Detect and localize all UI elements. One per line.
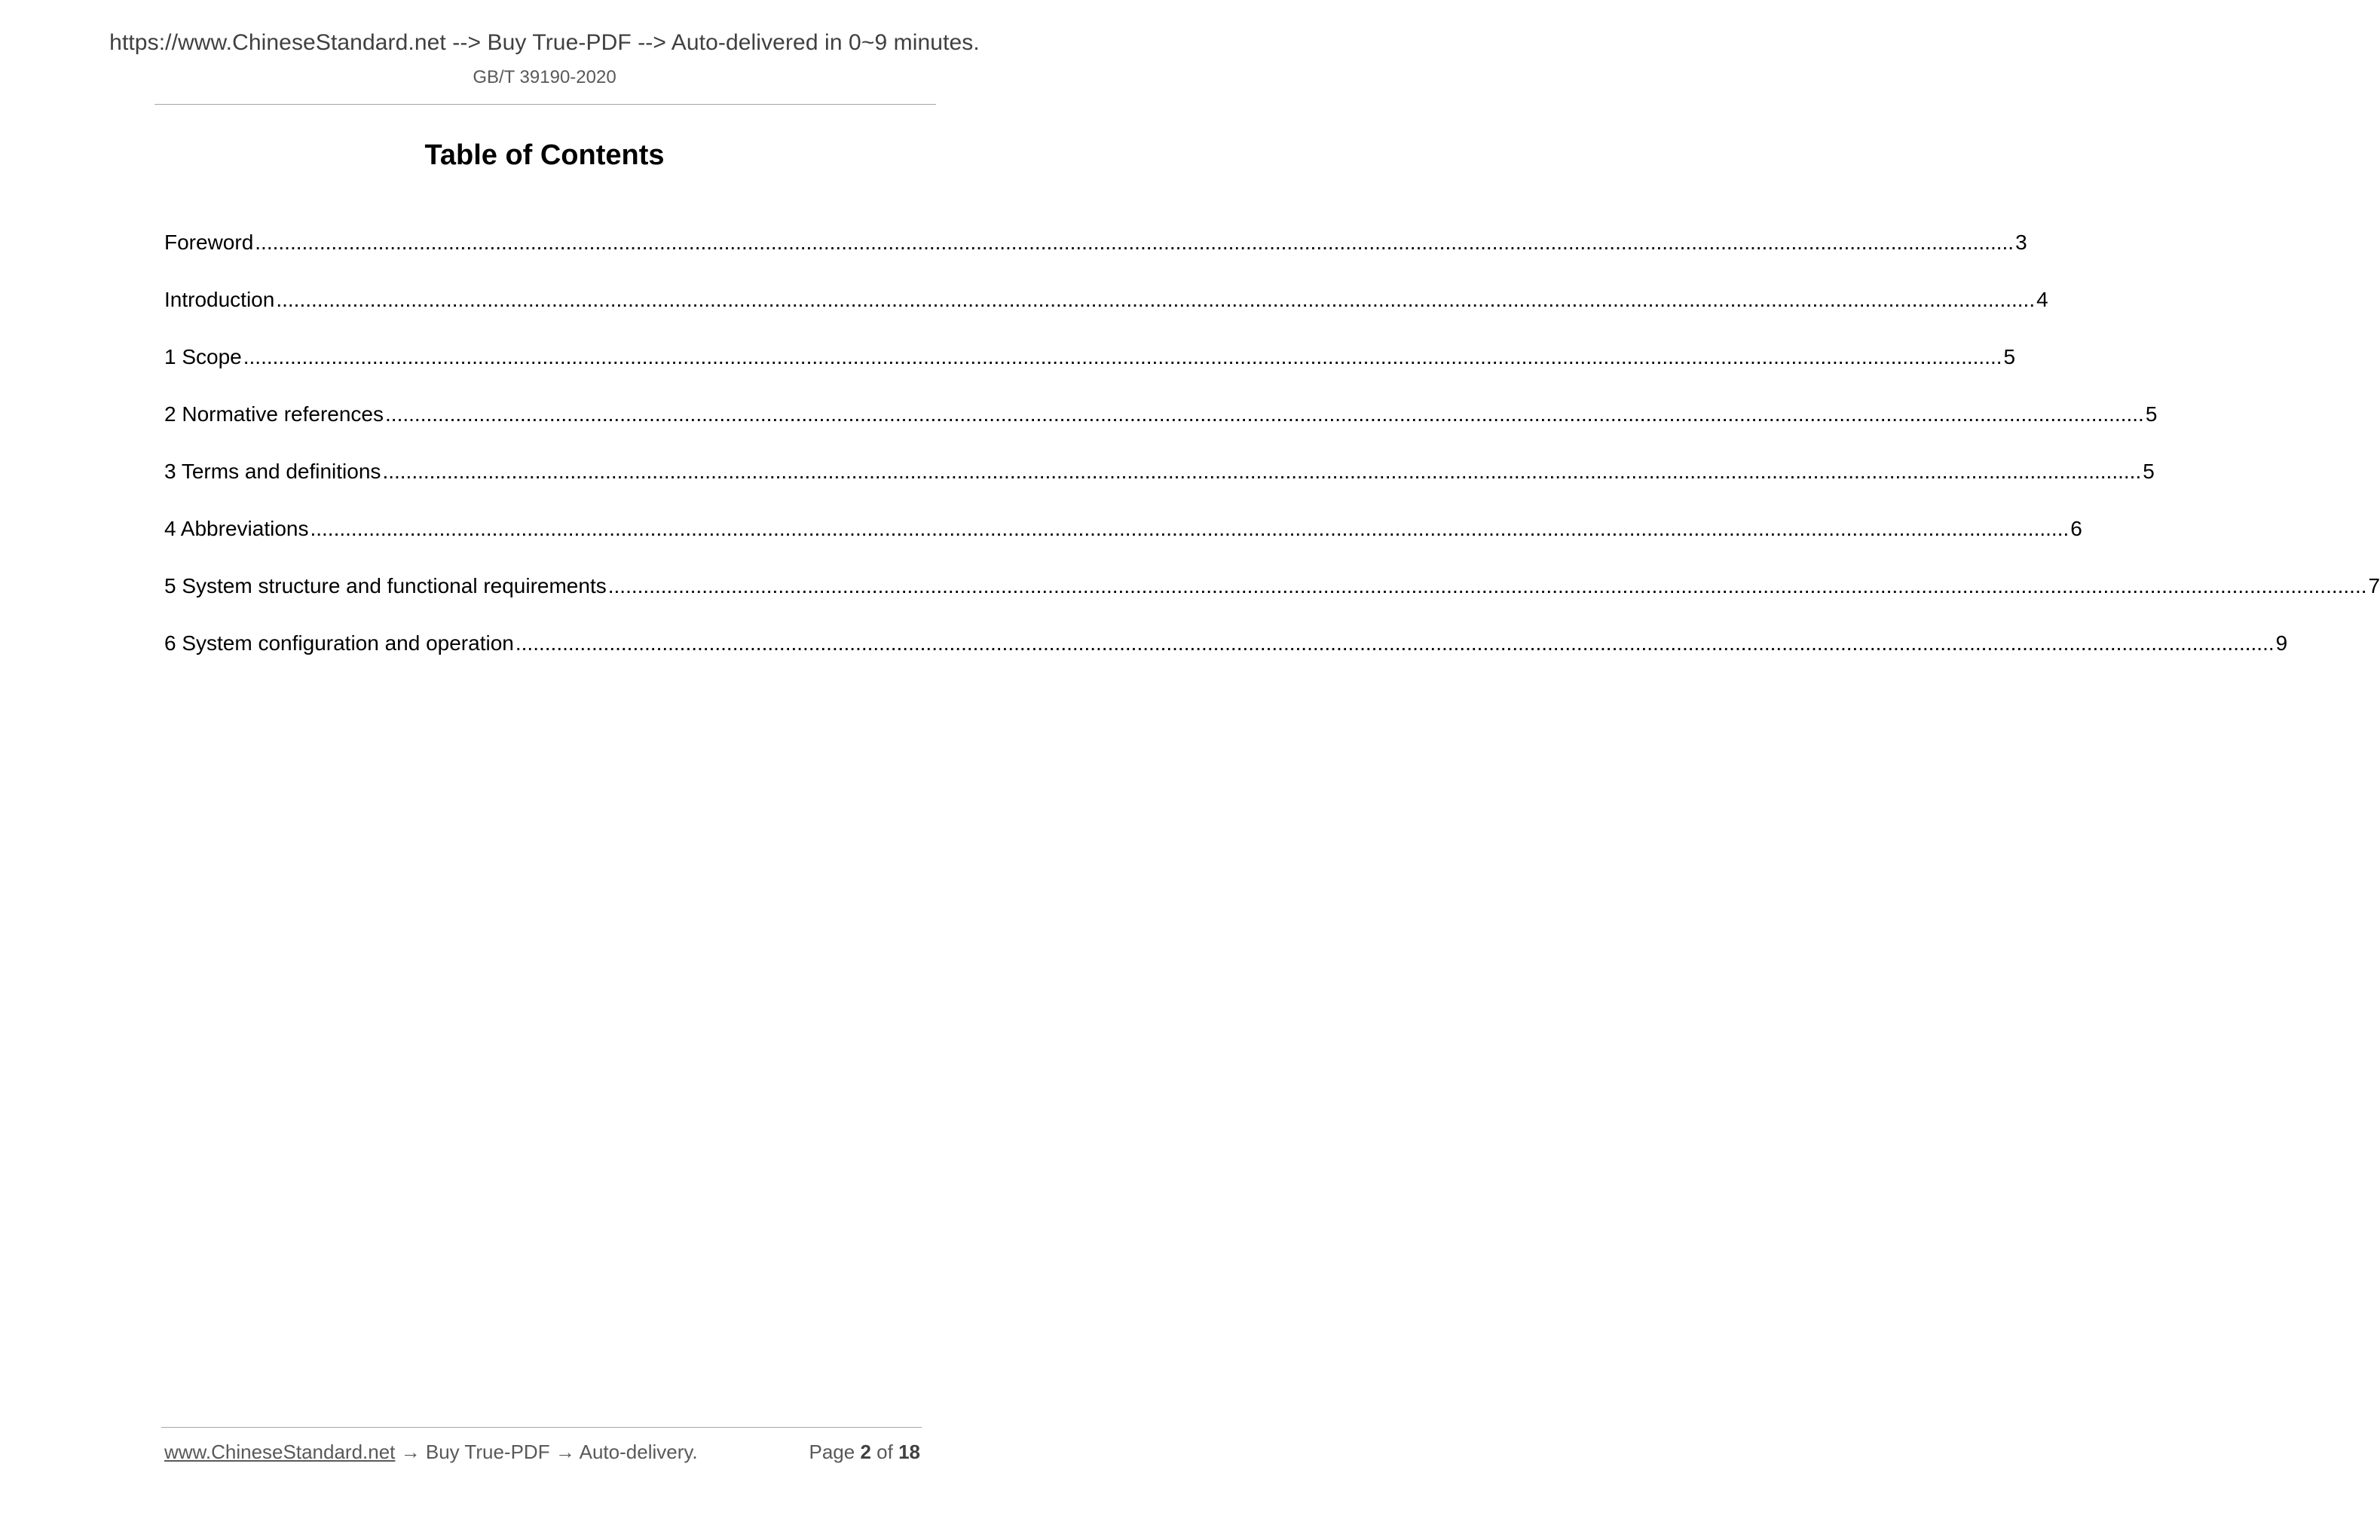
toc-entry-page: 3 [2015, 231, 2027, 254]
footer-divider [161, 1427, 922, 1428]
of-word: of [876, 1441, 893, 1463]
dot-leader: ............................................................................................................................................................................................................................................................................................................ [243, 345, 2002, 368]
toc-entry-label: Foreword [164, 231, 254, 254]
dot-leader: ............................................................................................................................................................................................................................................................................................................ [255, 231, 2014, 254]
toc-entry-page: 5 [2145, 402, 2158, 426]
dot-leader: ............................................................................................................................................................................................................................................................................................................ [515, 631, 2274, 655]
standard-code: GB/T 39190-2020 [473, 67, 616, 87]
page-number [809, 1441, 920, 1464]
toc-entry-label: 4 Abbreviations [164, 517, 309, 540]
current-page: 2 [860, 1441, 871, 1463]
toc-entry-page: 9 [2275, 631, 2288, 655]
toc-entry-label: 5 System structure and functional requirements [164, 574, 607, 597]
toc-entry-scope[interactable] [164, 342, 2016, 399]
toc-entry-system-configuration[interactable] [164, 628, 2288, 686]
header-url-line: https://www.ChineseStandard.net --> Buy True-PDF --> Auto-delivered in 0~9 minutes. [109, 30, 980, 55]
footer-promo [164, 1441, 698, 1464]
toc-entry-normative-references[interactable] [164, 399, 2158, 457]
toc-entry-page: 6 [2070, 517, 2082, 540]
header-divider [154, 104, 936, 105]
toc-entry-label: 6 System configuration and operation [164, 631, 514, 655]
site-link[interactable]: www.ChineseStandard.net [164, 1441, 396, 1463]
toc-entry-page: 4 [2036, 288, 2048, 311]
buy-true-pdf-text: Buy True-PDF [425, 1441, 550, 1463]
auto-delivery-text: Auto-delivery. [579, 1441, 698, 1463]
toc-list [164, 228, 2380, 686]
dot-leader: ............................................................................................................................................................................................................................................................................................................ [385, 402, 2144, 426]
toc-entry-label: Introduction [164, 288, 275, 311]
arrow-right-icon: → [400, 1441, 421, 1463]
toc-entry-page: 7 [2368, 574, 2380, 597]
toc-entry-page: 5 [2003, 345, 2016, 368]
toc-title: Table of Contents [424, 139, 665, 171]
dot-leader: ............................................................................................................................................................................................................................................................................................................ [310, 517, 2069, 540]
page-footer [164, 1441, 920, 1471]
toc-entry-label: 2 Normative references [164, 402, 384, 426]
dot-leader: ............................................................................................................................................................................................................................................................................................................ [276, 288, 2036, 311]
toc-entry-system-structure[interactable] [164, 571, 2380, 628]
dot-leader: ............................................................................................................................................................................................................................................................................................................ [607, 574, 2367, 597]
toc-entry-page: 5 [2143, 460, 2155, 483]
toc-entry-abbreviations[interactable] [164, 514, 2082, 571]
toc-entry-terms-and-definitions[interactable] [164, 457, 2155, 514]
toc-entry-label: 1 Scope [164, 345, 242, 368]
dot-leader: ............................................................................................................................................................................................................................................................................................................ [382, 460, 2142, 483]
total-pages: 18 [898, 1441, 920, 1463]
toc-entry-foreword[interactable] [164, 228, 2027, 285]
toc-entry-label: 3 Terms and definitions [164, 460, 381, 483]
arrow-right-icon: → [555, 1441, 575, 1463]
page-word: Page [809, 1441, 855, 1463]
toc-entry-introduction[interactable] [164, 285, 2048, 342]
